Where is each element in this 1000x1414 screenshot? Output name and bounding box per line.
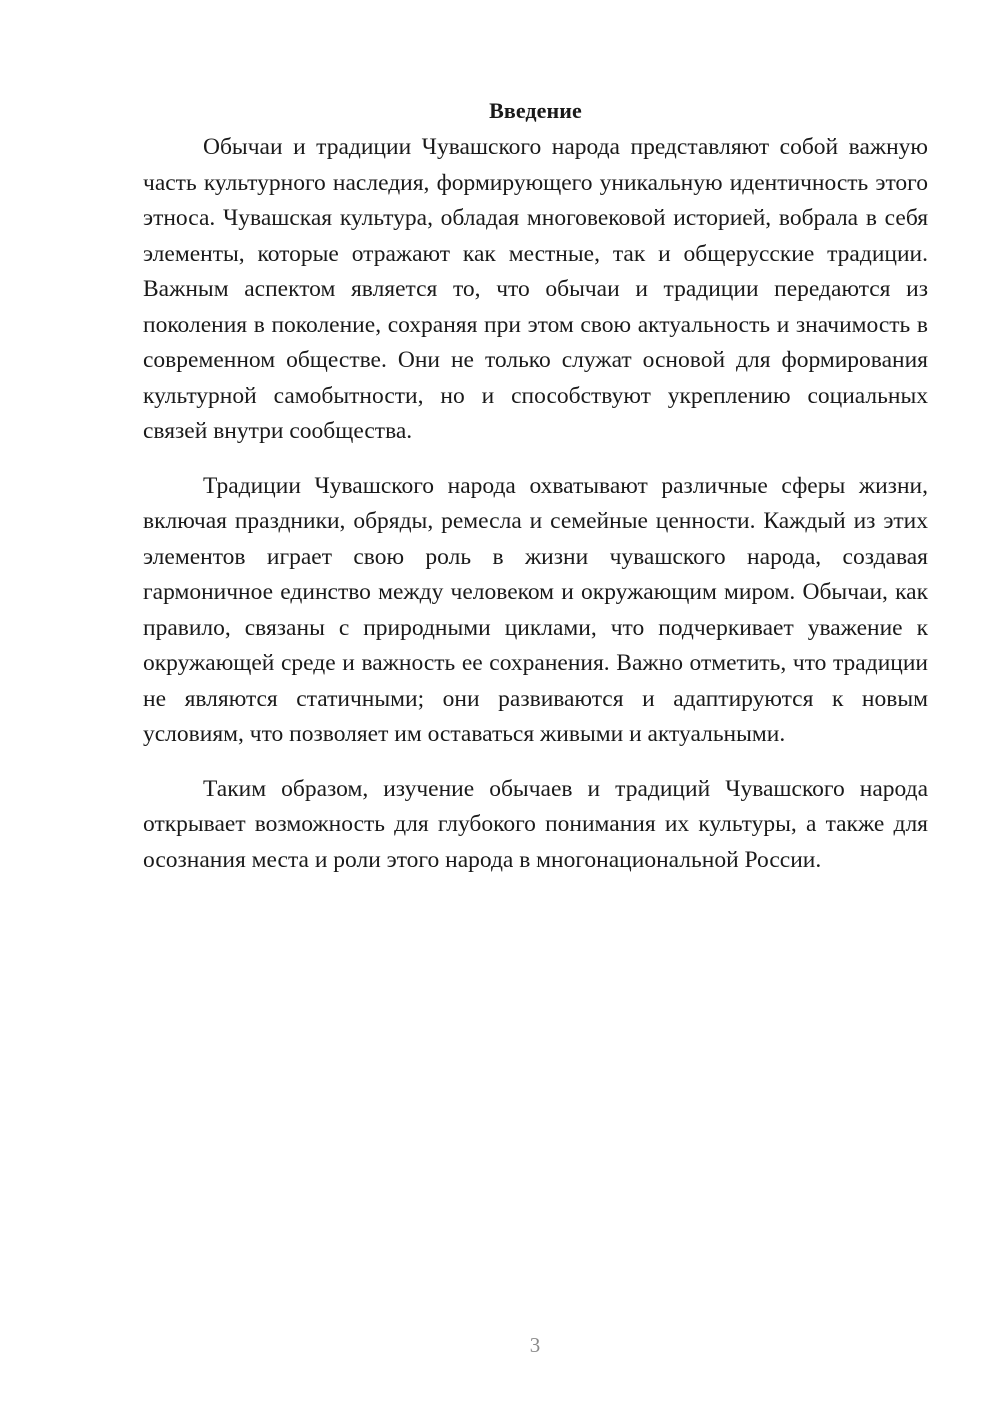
paragraph-3: Таким образом, изучение обычаев и традиций Чувашского народа открывает возможность для глубокого понимания их культуры, а также для осознания места и роли этого народа в многонациональной России. — [143, 775, 928, 873]
section-heading: Введение — [489, 98, 582, 123]
page-content — [143, 96, 928, 897]
page-number: 3 — [529, 1333, 541, 1357]
paragraph-1: Обычаи и традиции Чувашского народа представляют собой важную часть культурного наследия, формирующего уникальную идентичность этого этноса. Чувашская культура, обладая многовековой историей, вобрала в себя элементы, которые отражают как местные, так и общерусские традиции. Важным аспектом является то, что обычаи и традиции передаются из поколения в поколение, сохраняя при этом свою актуальность и значимость в современном обществе. Они не только служат основой для формирования культурной самобытности, но и способствуют укреплению социальных связей внутри сообщества. — [143, 134, 928, 444]
paragraph-2: Традиции Чувашского народа охватывают различные сферы жизни, включая праздники, обряды, ремесла и семейные ценности. Каждый из этих элементов играет свою роль в жизни чувашского народа, создавая гармоничное единство между человеком и окружающим миром. Обычаи, как правило, связаны с природными циклами, что подчеркивает уважение к окружающей среде и важность ее сохранения. Важно отметить, что традиции не являются статичными; они развиваются и адаптируются к новым условиям, что позволяет им оставаться живыми и актуальными. — [143, 472, 928, 747]
